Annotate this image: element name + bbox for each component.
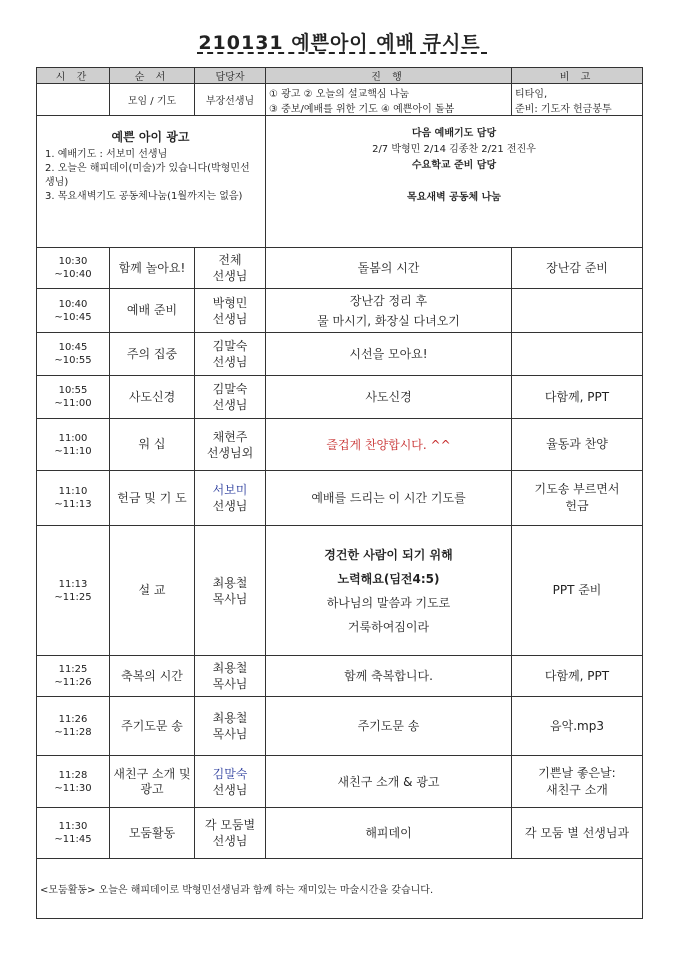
remark-cell [512, 333, 643, 376]
time-cell: 11:13 ~11:25 [37, 526, 110, 656]
progress-cell: 함께 축복합니다. [266, 656, 512, 697]
person-cell: 각 모둠별 선생님 [195, 808, 266, 859]
footer-row [37, 859, 643, 919]
progress-cell: 즐겁게 찬양합시다. ^^ [266, 419, 512, 471]
person-cell: 최용철 목사님 [195, 697, 266, 756]
remark-cell: 율동과 찬양 [512, 419, 643, 471]
time-cell: 11:00 ~11:10 [37, 419, 110, 471]
header-order: 순 서 [110, 68, 195, 84]
person-cell: 최용철 목사님 [195, 526, 266, 656]
intro-remark-line1: 티타임, [515, 88, 548, 100]
schedule-row [37, 289, 643, 333]
intro-remark-line2: 준비: 기도자 헌금봉투 [515, 103, 612, 115]
intro-remark [512, 84, 643, 116]
time-cell: 10:40 ~10:45 [37, 289, 110, 333]
intro-order: 모임 / 기도 [110, 84, 195, 116]
person-cell: 김말숙 선생님 [195, 333, 266, 376]
time-cell: 10:55 ~11:00 [37, 376, 110, 419]
header-person: 담당자 [195, 68, 266, 84]
header-progress: 진 행 [266, 68, 512, 84]
notice-right-cell [266, 116, 643, 248]
remark-cell: 각 모둠 별 선생님과 [512, 808, 643, 859]
intro-progress-line1: ① 광고 ② 오늘의 설교핵심 나눔 [269, 88, 410, 100]
footer-note: <모둠활동> 오늘은 해피데이로 박형민선생님과 함께 하는 재미있는 마술시간을 갖습니다. [37, 859, 643, 919]
person-cell: 김말숙 선생님 [195, 376, 266, 419]
progress-cell: 시선을 모아요! [266, 333, 512, 376]
remark-cell: 다함께, PPT [512, 656, 643, 697]
cue-sheet-table [36, 67, 643, 919]
schedule-row [37, 248, 643, 289]
progress-cell: 사도신경 [266, 376, 512, 419]
order-cell: 워 십 [110, 419, 195, 471]
progress-cell: 돌봄의 시간 [266, 248, 512, 289]
notice-item: 1. 예배기도 : 서보미 선생님 [45, 149, 168, 160]
schedule-row [37, 526, 643, 656]
notice-row [37, 116, 643, 248]
schedule-row [37, 419, 643, 471]
schedule-row [37, 756, 643, 808]
notice-left-cell [37, 116, 266, 248]
person-cell: 서보미 선생님 [195, 471, 266, 526]
remark-cell: PPT 준비 [512, 526, 643, 656]
order-cell: 주기도문 송 [110, 697, 195, 756]
person-cell: 최용철 목사님 [195, 656, 266, 697]
intro-person: 부장선생님 [195, 84, 266, 116]
order-cell: 사도신경 [110, 376, 195, 419]
time-cell: 10:30 ~10:40 [37, 248, 110, 289]
notice-right-title2: 수요학교 준비 담당 [411, 160, 497, 171]
page-title: 210131 예쁜아이 예배 큐시트 [198, 32, 481, 54]
person-cell: 박형민 선생님 [195, 289, 266, 333]
order-cell: 축복의 시간 [110, 656, 195, 697]
intro-progress [266, 84, 512, 116]
progress-cell: 예배를 드리는 이 시간 기도를 [266, 471, 512, 526]
schedule-row [37, 471, 643, 526]
progress-cell: 경건한 사람이 되기 위해 노력해요(딤전4:5) 하나님의 말씀과 기도로 거룩하여짐이라 [266, 526, 512, 656]
header-remark: 비 고 [512, 68, 643, 84]
person-cell: 채현주 선생님외 [195, 419, 266, 471]
order-cell: 함께 놀아요! [110, 248, 195, 289]
time-cell: 11:25 ~11:26 [37, 656, 110, 697]
order-cell: 주의 집중 [110, 333, 195, 376]
schedule-row [37, 697, 643, 756]
schedule-row [37, 333, 643, 376]
intro-progress-line2: ③ 중보/예배를 위한 기도 ④ 예쁜아이 돌봄 [269, 103, 455, 115]
order-cell: 새친구 소개 및 광고 [110, 756, 195, 808]
time-cell: 11:30 ~11:45 [37, 808, 110, 859]
progress-cell: 주기도문 송 [266, 697, 512, 756]
remark-cell: 음악.mp3 [512, 697, 643, 756]
header-row [37, 68, 643, 84]
remark-cell: 기도송 부르면서 헌금 [512, 471, 643, 526]
schedule-row [37, 376, 643, 419]
intro-time [37, 84, 110, 116]
order-cell: 설 교 [110, 526, 195, 656]
remark-cell: 장난감 준비 [512, 248, 643, 289]
order-cell: 헌금 및 기 도 [110, 471, 195, 526]
time-cell: 11:10 ~11:13 [37, 471, 110, 526]
progress-cell: 새친구 소개 & 광고 [266, 756, 512, 808]
intro-row [37, 84, 643, 116]
progress-cell: 장난감 정리 후 물 마시기, 화장실 다녀오기 [266, 289, 512, 333]
order-cell: 모둠활동 [110, 808, 195, 859]
order-cell: 예배 준비 [110, 289, 195, 333]
schedule-row [37, 656, 643, 697]
notice-right-line1: 2/7 박형민 2/14 김종찬 2/21 전진우 [372, 144, 536, 155]
notice-right-title3: 목요새벽 공동체 나눔 [407, 192, 501, 203]
person-cell: 전체 선생님 [195, 248, 266, 289]
notice-left-title: 예쁜 아이 광고 [111, 130, 190, 144]
notice-item: 2. 오늘은 해피데이(미술)가 있습니다(박형민선생님) [45, 163, 250, 188]
progress-cell: 해피데이 [266, 808, 512, 859]
remark-cell: 다함께, PPT [512, 376, 643, 419]
person-cell: 김말숙 선생님 [195, 756, 266, 808]
header-time: 시 간 [37, 68, 110, 84]
remark-cell [512, 289, 643, 333]
notice-item: 3. 목요새벽기도 공동체나눔(1월까지는 없음) [45, 191, 243, 202]
schedule-row [37, 808, 643, 859]
title-underline [197, 52, 487, 54]
time-cell: 11:28 ~11:30 [37, 756, 110, 808]
time-cell: 11:26 ~11:28 [37, 697, 110, 756]
time-cell: 10:45 ~10:55 [37, 333, 110, 376]
notice-right-title1: 다음 예배기도 담당 [411, 128, 497, 139]
remark-cell: 기쁜날 좋은날: 새친구 소개 [512, 756, 643, 808]
